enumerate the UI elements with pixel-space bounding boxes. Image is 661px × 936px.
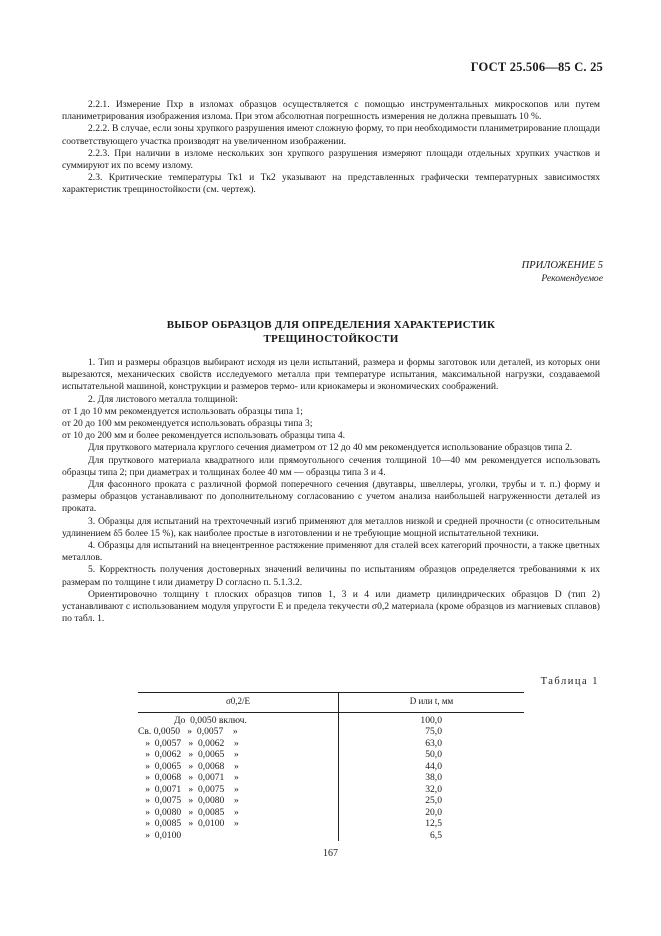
table-cell-value: 63,0 xyxy=(425,737,442,749)
appendix-body xyxy=(62,357,600,625)
table-cell-value: 100,0 xyxy=(420,714,442,726)
appendix-title: ПРИЛОЖЕНИЕ 5 xyxy=(521,260,603,271)
body-paragraph: Для фасонного проката с различной формой поперечного сечения (двутавры, швеллеры, уголки, трубы и т. п.) форму и размеры образцов устанавливают по дополнительному согласованию с учетом анализа наибольшей нагруженности деталей из проката. xyxy=(62,479,600,515)
body-paragraph: 5. Корректность получения достоверных значений величины по испытаниям образцов определяется требованиями к их размерам по толщине t или диаметру D согласно п. 5.1.3.2. xyxy=(62,564,600,588)
table-cell-range: До 0,0050 включ. xyxy=(138,712,339,726)
table-cell-value: 12,5 xyxy=(425,818,442,829)
table-cell-value: 20,0 xyxy=(425,806,442,818)
table-row xyxy=(138,749,524,761)
table-cell-range: » 0,0071 » 0,0075 » xyxy=(138,784,339,796)
table-cell-range: » 0,0065 » 0,0068 » xyxy=(138,761,339,773)
paragraph-2-2-3: 2.2.3. При наличии в изломе нескольких зон хрупкого разрушения измеряют площади отдельных хрупких участков и суммируют их по всему излому. xyxy=(62,147,600,172)
column-header-ratio: σ0,2/E xyxy=(138,693,339,713)
page-title xyxy=(62,318,600,346)
table-cell-range: » 0,0085 » 0,0100 » xyxy=(138,818,339,830)
body-list-item: от 10 до 200 мм и более рекомендуется использовать образцы типа 4. xyxy=(62,430,346,442)
table-row xyxy=(138,784,524,796)
page-header: ГОСТ 25.506—85 С. 25 xyxy=(470,60,603,74)
table-cell-range: » 0,0057 » 0,0062 » xyxy=(138,738,339,750)
table-row xyxy=(138,712,524,726)
body-paragraph: 3. Образцы для испытаний на трехточечный изгиб применяют для металлов низкой и средней прочности (с относительным удлинением δ5 более 15 %), как наиболее простые в изготовлении и не требующие мощной испытательной техники. xyxy=(62,515,600,539)
paragraph-2-3: 2.3. Критические температуры Тк1 и Тк2 указывают на представленных графически температурных зависимостях характеристик трещиностойкости (см. чертеж). xyxy=(62,172,600,196)
table-cell-range: » 0,0075 » 0,0080 » xyxy=(138,795,339,807)
body-paragraph: 1. Тип и размеры образцов выбирают исходя из цели испытаний, размера и формы заготовок или деталей, из которых они вырезаются, механических свойств исследуемого металла при температуре испытания, максимальной нагрузки, создаваемой испытательной машиной, конструкции и размеров термо- или криокамеры и экономических соображений. xyxy=(62,357,600,393)
table-row xyxy=(138,726,524,738)
body-paragraph: 2. Для листового металла толщиной: xyxy=(88,393,238,405)
table-cell-range: » 0,0100 xyxy=(138,830,339,842)
table-header-row xyxy=(138,693,524,713)
table-cell-range: » 0,0062 » 0,0065 » xyxy=(138,749,339,761)
paragraph-2-2-1: 2.2.1. Измерение Пхр в изломах образцов осуществляется с помощью инструментальных микроскопов или путем планиметрирования изображения излома. При этом абсолютная погрешность измерения не должна превышать 10 %. xyxy=(62,99,600,123)
table-cell-value: 50,0 xyxy=(425,749,442,760)
table-cell-range: » 0,0080 » 0,0085 » xyxy=(138,807,339,819)
table-row xyxy=(138,807,524,819)
page-number: 167 xyxy=(323,848,338,859)
body-paragraph: 4. Образцы для испытаний на внецентренное растяжение применяют для сталей всех категорий прочности, а также цветных металлов. xyxy=(62,540,600,564)
table-cell-value: 38,0 xyxy=(425,772,442,783)
table-cell-value: 6,5 xyxy=(430,829,442,841)
table-row xyxy=(138,738,524,750)
appendix-status: Рекомендуемое xyxy=(541,273,603,284)
table-1 xyxy=(138,692,524,841)
paragraph-2-2-2: 2.2.2. В случае, если зоны хрупкого разрушения имеют сложную форму, то при необходимости планиметрирование площади соответствующего участка производят на увеличенном изображении. xyxy=(62,123,600,147)
body-list-item: от 1 до 10 мм рекомендуется использовать образцы типа 1; xyxy=(62,405,303,417)
title-line-1: ВЫБОР ОБРАЗЦОВ ДЛЯ ОПРЕДЕЛЕНИЯ ХАРАКТЕРИСТИК xyxy=(166,319,496,331)
table-cell-range: » 0,0068 » 0,0071 » xyxy=(138,772,339,784)
body-paragraph: Для пруткового материала квадратного или прямоугольного сечения толщиной 10—40 мм рекомендуется использовать образцы типа 2; при диаметрах и толщинах более 40 мм — образцы типа 3 и 4. xyxy=(62,454,600,478)
column-header-size: D или t, мм xyxy=(339,693,525,713)
body-list-item: от 20 до 100 мм рекомендуется использовать образцы типа 3; xyxy=(62,418,313,430)
table-cell-range: Св. 0,0050 » 0,0057 » xyxy=(138,726,339,738)
table-cell-value: 75,0 xyxy=(425,726,442,737)
table-cell-value: 25,0 xyxy=(425,795,442,806)
body-paragraph: Ориентировочно толщину t плоских образцов типов 1, 3 и 4 или диаметр цилиндрических образцов D (тип 2) устанавливают с использованием модуля упругости E и предела текучести σ0,2 материала (кроме образцов из магниевых сплавов) по табл. 1. xyxy=(62,588,600,625)
table-row xyxy=(138,772,524,784)
table-caption: Таблица 1 xyxy=(540,676,599,687)
section-2-text xyxy=(62,99,600,197)
table-row xyxy=(138,761,524,773)
table-row xyxy=(138,818,524,830)
body-paragraph: Для пруткового материала круглого сечения диаметром от 12 до 40 мм рекомендуется использование образцов типа 2. xyxy=(88,442,573,454)
appendix-label xyxy=(522,259,603,285)
table-cell-value: 44,0 xyxy=(425,760,442,772)
table-row xyxy=(138,830,524,842)
table-row xyxy=(138,795,524,807)
title-line-2: ТРЕЩИНОСТОЙКОСТИ xyxy=(263,333,399,345)
table-cell-value: 32,0 xyxy=(425,783,442,795)
